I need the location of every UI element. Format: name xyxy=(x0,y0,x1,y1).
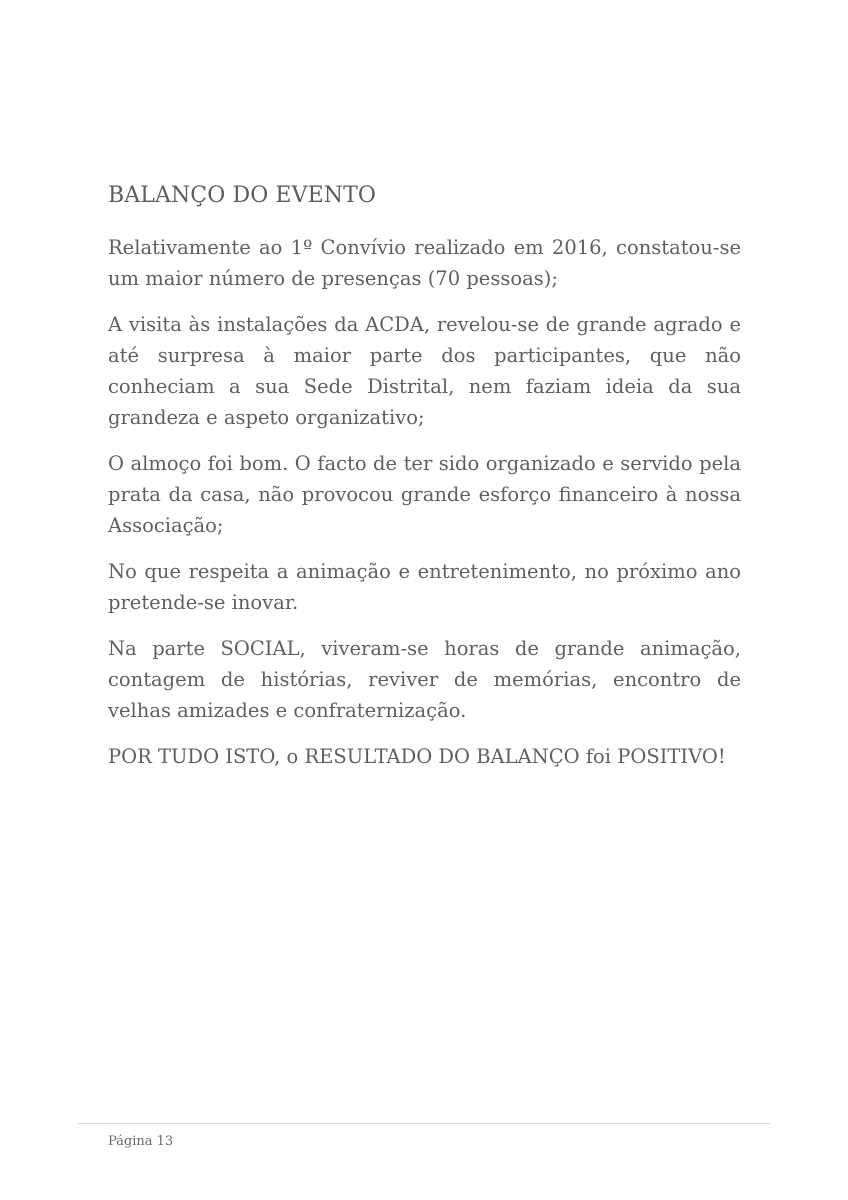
paragraph-social: Na parte SOCIAL, viveram-se horas de grande animação, contagem de histórias, reviver de memórias, encontro de velhas amizades e confraternização. xyxy=(108,637,741,722)
section-heading: BALANÇO DO EVENTO xyxy=(108,183,376,208)
paragraph-visit: A visita às instalações da ACDA, revelou-se de grande agrado e até surpresa à maior parte dos participantes, que não conheciam a sua Sede Distrital, nem faziam ideia da sua grandeza e aspeto organizativo; xyxy=(108,313,741,429)
paragraph-lunch: O almoço foi bom. O facto de ter sido organizado e servido pela prata da casa, não provocou grande esforço financeiro à nossa Associação; xyxy=(108,452,741,537)
paragraph-attendance: Relativamente ao 1º Convívio realizado em 2016, constatou-se um maior número de presenças (70 pessoas); xyxy=(108,236,741,290)
document-body xyxy=(108,180,741,787)
paragraph-conclusion: POR TUDO ISTO, o RESULTADO DO BALANÇO foi POSITIVO! xyxy=(108,745,726,768)
paragraph-entertainment: No que respeita a animação e entretenimento, no próximo ano pretende-se inovar. xyxy=(108,560,741,614)
page-number: Página 13 xyxy=(108,1134,174,1149)
footer-divider xyxy=(78,1123,770,1124)
